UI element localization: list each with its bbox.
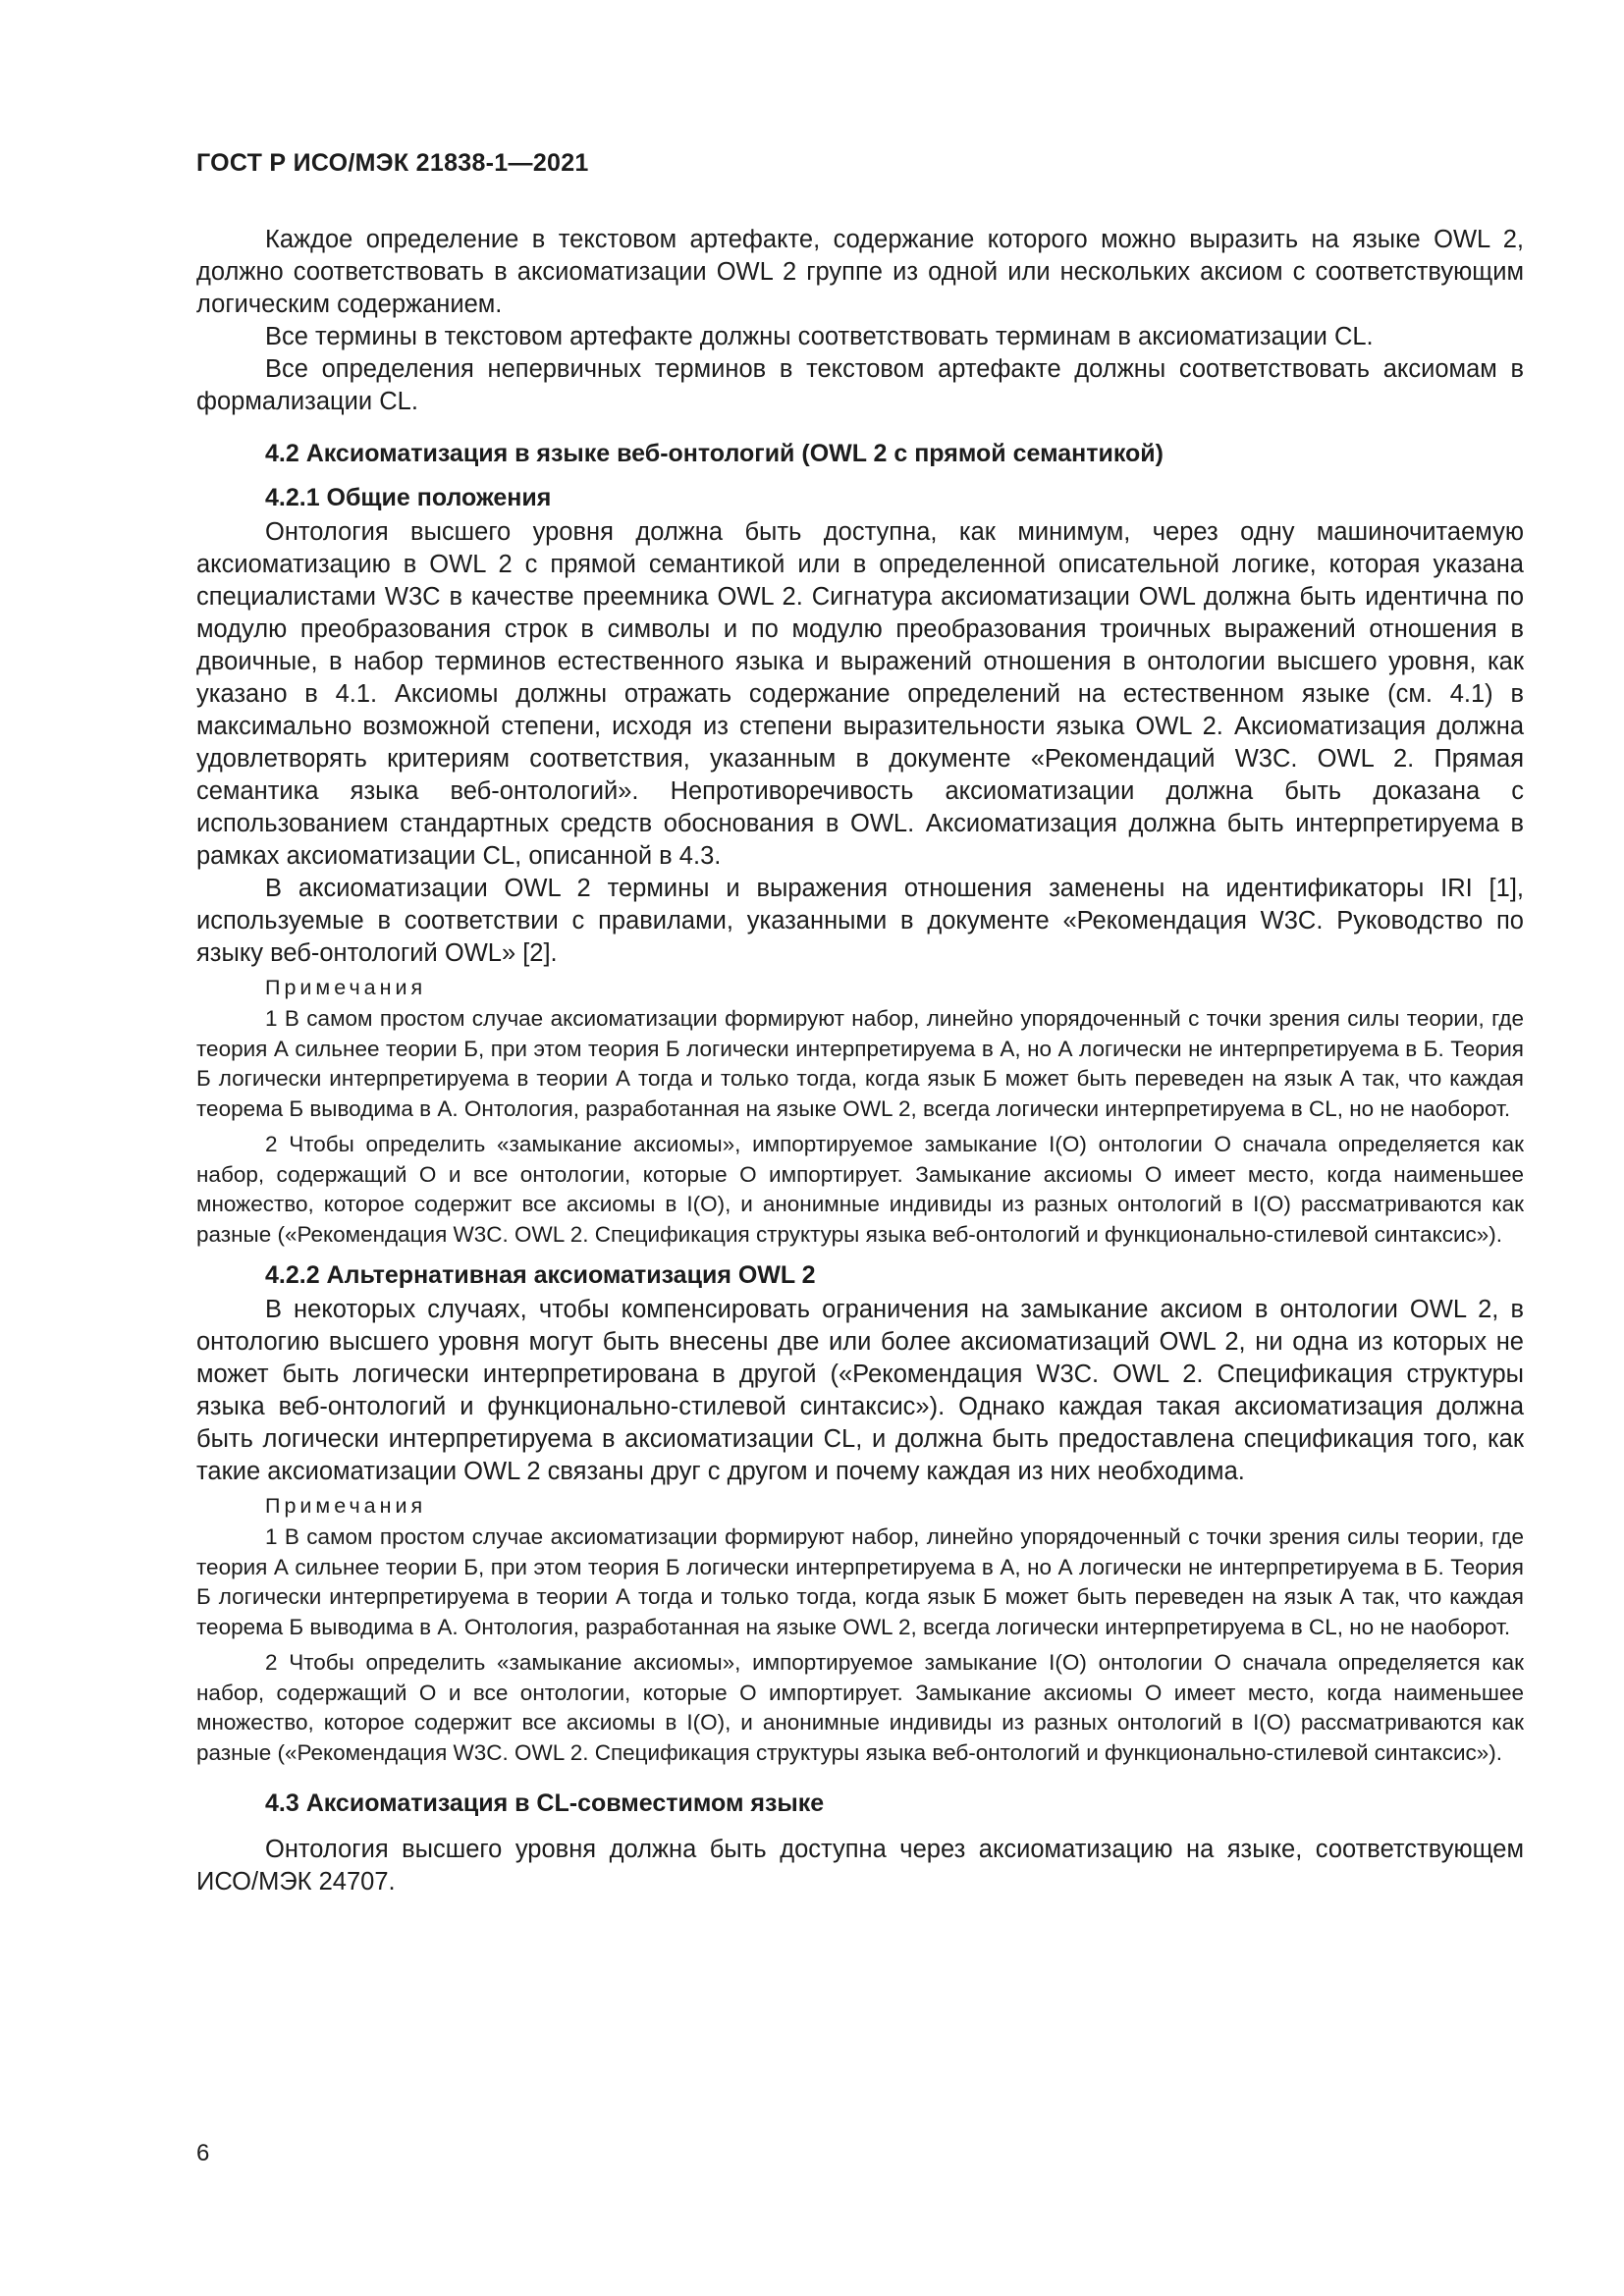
section-4-2-2-heading: 4.2.2 Альтернативная аксиоматизация OWL 2 bbox=[265, 1261, 816, 1289]
section-4-2-2-note-1: 1 В самом простом случае аксиоматизации формируют набор, линейно упорядоченный с точки зрения силы теории, где теория А сильнее теории Б, при этом теория Б логически интерпретируема в А, но А логически не интерпретируема в Б. Теория Б логически интерпретируема в теории А тогда и только тогда, когда язык Б может быть переведен на язык А так, что каждая теорема Б выводима в А. Онтология, разработанная на языке OWL 2, всегда логически интерпретируема в CL, но не наоборот. bbox=[196, 1524, 1524, 1639]
section-4-2-1-notes-title: Примечания bbox=[265, 976, 427, 999]
page-number: 6 bbox=[196, 2140, 210, 2166]
section-4-2-2-paragraph-1: В некоторых случаях, чтобы компенсировать ограничения на замыкание аксиом в онтологии OWL 2, в онтологию высшего уровня могут быть внесены две или более аксиоматизаций OWL 2, ни одна из которых не может быть логически интерпретирована в другой («Рекомендация W3C. OWL 2. Спецификация структуры языка веб-онтологий и функционально-стилевой синтаксис»). Однако каждая такая аксиоматизация должна быть логически интерпретируема в аксиоматизации CL, и должна быть предоставлена спецификация того, как такие аксиоматизации OWL 2 связаны друг с другом и почему каждая из них необходима. bbox=[196, 1296, 1524, 1485]
section-4-3-paragraph-1: Онтология высшего уровня должна быть доступна через аксиоматизацию на языке, соответствующем ИСО/МЭК 24707. bbox=[196, 1836, 1524, 1896]
section-4-2-1-note-1: 1 В самом простом случае аксиоматизации формируют набор, линейно упорядоченный с точки зрения силы теории, где теория А сильнее теории Б, при этом теория Б логически интерпретируема в А, но А логически не интерпретируема в Б. Теория Б логически интерпретируема в теории А тогда и только тогда, когда язык Б может быть переведен на язык А так, что каждая теорема Б выводима в А. Онтология, разработанная на языке OWL 2, всегда логически интерпретируема в CL, но не наоборот. bbox=[196, 1006, 1524, 1121]
section-4-2-heading: 4.2 Аксиоматизация в языке веб-онтологий (OWL 2 с прямой семантикой) bbox=[265, 440, 1164, 467]
section-4-2-2-note-2: 2 Чтобы определить «замыкание аксиомы», импортируемое замыкание I(O) онтологии O сначала определяется как набор, содержащий O и все онтологии, которые O импортирует. Замыкание аксиомы O имеет место, когда наименьшее множество, которое содержит все аксиомы в I(O), и анонимные индивиды из разных онтологий в I(O) рассматриваются как разные («Рекомендация W3C. OWL 2. Спецификация структуры языка веб-онтологий и функционально-стилевой синтаксис»). bbox=[196, 1650, 1524, 1765]
section-4-3-heading: 4.3 Аксиоматизация в CL-совместимом языке bbox=[265, 1789, 825, 1817]
document-body bbox=[196, 224, 1524, 1898]
section-4-2-1-paragraph-1: Онтология высшего уровня должна быть доступна, как минимум, через одну машиночитаемую аксиоматизацию в OWL 2 с прямой семантикой или в определенной описательной логике, которая указана специалистами W3C в качестве преемника OWL 2. Сигнатура аксиоматизации OWL должна быть идентична по модулю преобразования строк в символы и по модулю преобразования троичных выражений отношения в двоичные, в набор терминов естественного языка и выражений отношения в онтологии высшего уровня, как указано в 4.1. Аксиомы должны отражать содержание определений на естественном языке (см. 4.1) в максимально возможной степени, исходя из степени выразительности языка OWL 2. Аксиоматизация должна удовлетворять критериям соответствия, указанным в документе «Рекомендаций W3C. OWL 2. Прямая семантика языка веб-онтологий». Непротиворечивость аксиоматизации должна быть доказана с использованием стандартных средств обоснования в OWL. Аксиоматизация должна быть интерпретируема в рамках аксиоматизации CL, описанной в 4.3. bbox=[196, 518, 1524, 870]
intro-paragraph-2: Все термины в текстовом артефакте должны соответствовать терминам в аксиоматизации CL. bbox=[265, 323, 1374, 350]
intro-paragraph-3: Все определения непервичных терминов в текстовом артефакте должны соответствовать аксиомам в формализации CL. bbox=[196, 355, 1524, 415]
intro-paragraph-1: Каждое определение в текстовом артефакте, содержание которого можно выразить на языке OWL 2, должно соответствовать в аксиоматизации OWL 2 группе из одной или нескольких аксиом с соответствующим логическим содержанием. bbox=[196, 226, 1524, 318]
section-4-2-2-notes-title: Примечания bbox=[265, 1494, 427, 1518]
section-4-2-1-heading: 4.2.1 Общие положения bbox=[265, 484, 552, 511]
section-4-2-1-paragraph-2: В аксиоматизации OWL 2 термины и выражения отношения заменены на идентификаторы IRI [1], используемые в соответствии с правилами, указанными в документе «Рекомендация W3C. Руководство по языку веб-онтологий OWL» [2]. bbox=[196, 875, 1524, 967]
section-4-2-1-note-2: 2 Чтобы определить «замыкание аксиомы», импортируемое замыкание I(O) онтологии O сначала определяется как набор, содержащий O и все онтологии, которые O импортирует. Замыкание аксиомы O имеет место, когда наименьшее множество, которое содержит все аксиомы в I(O), и анонимные индивиды из разных онтологий в I(O) рассматриваются как разные («Рекомендация W3C. OWL 2. Спецификация структуры языка веб-онтологий и функционально-стилевой синтаксис»). bbox=[196, 1132, 1524, 1247]
document-header: ГОСТ Р ИСО/МЭК 21838-1—2021 bbox=[196, 149, 589, 177]
